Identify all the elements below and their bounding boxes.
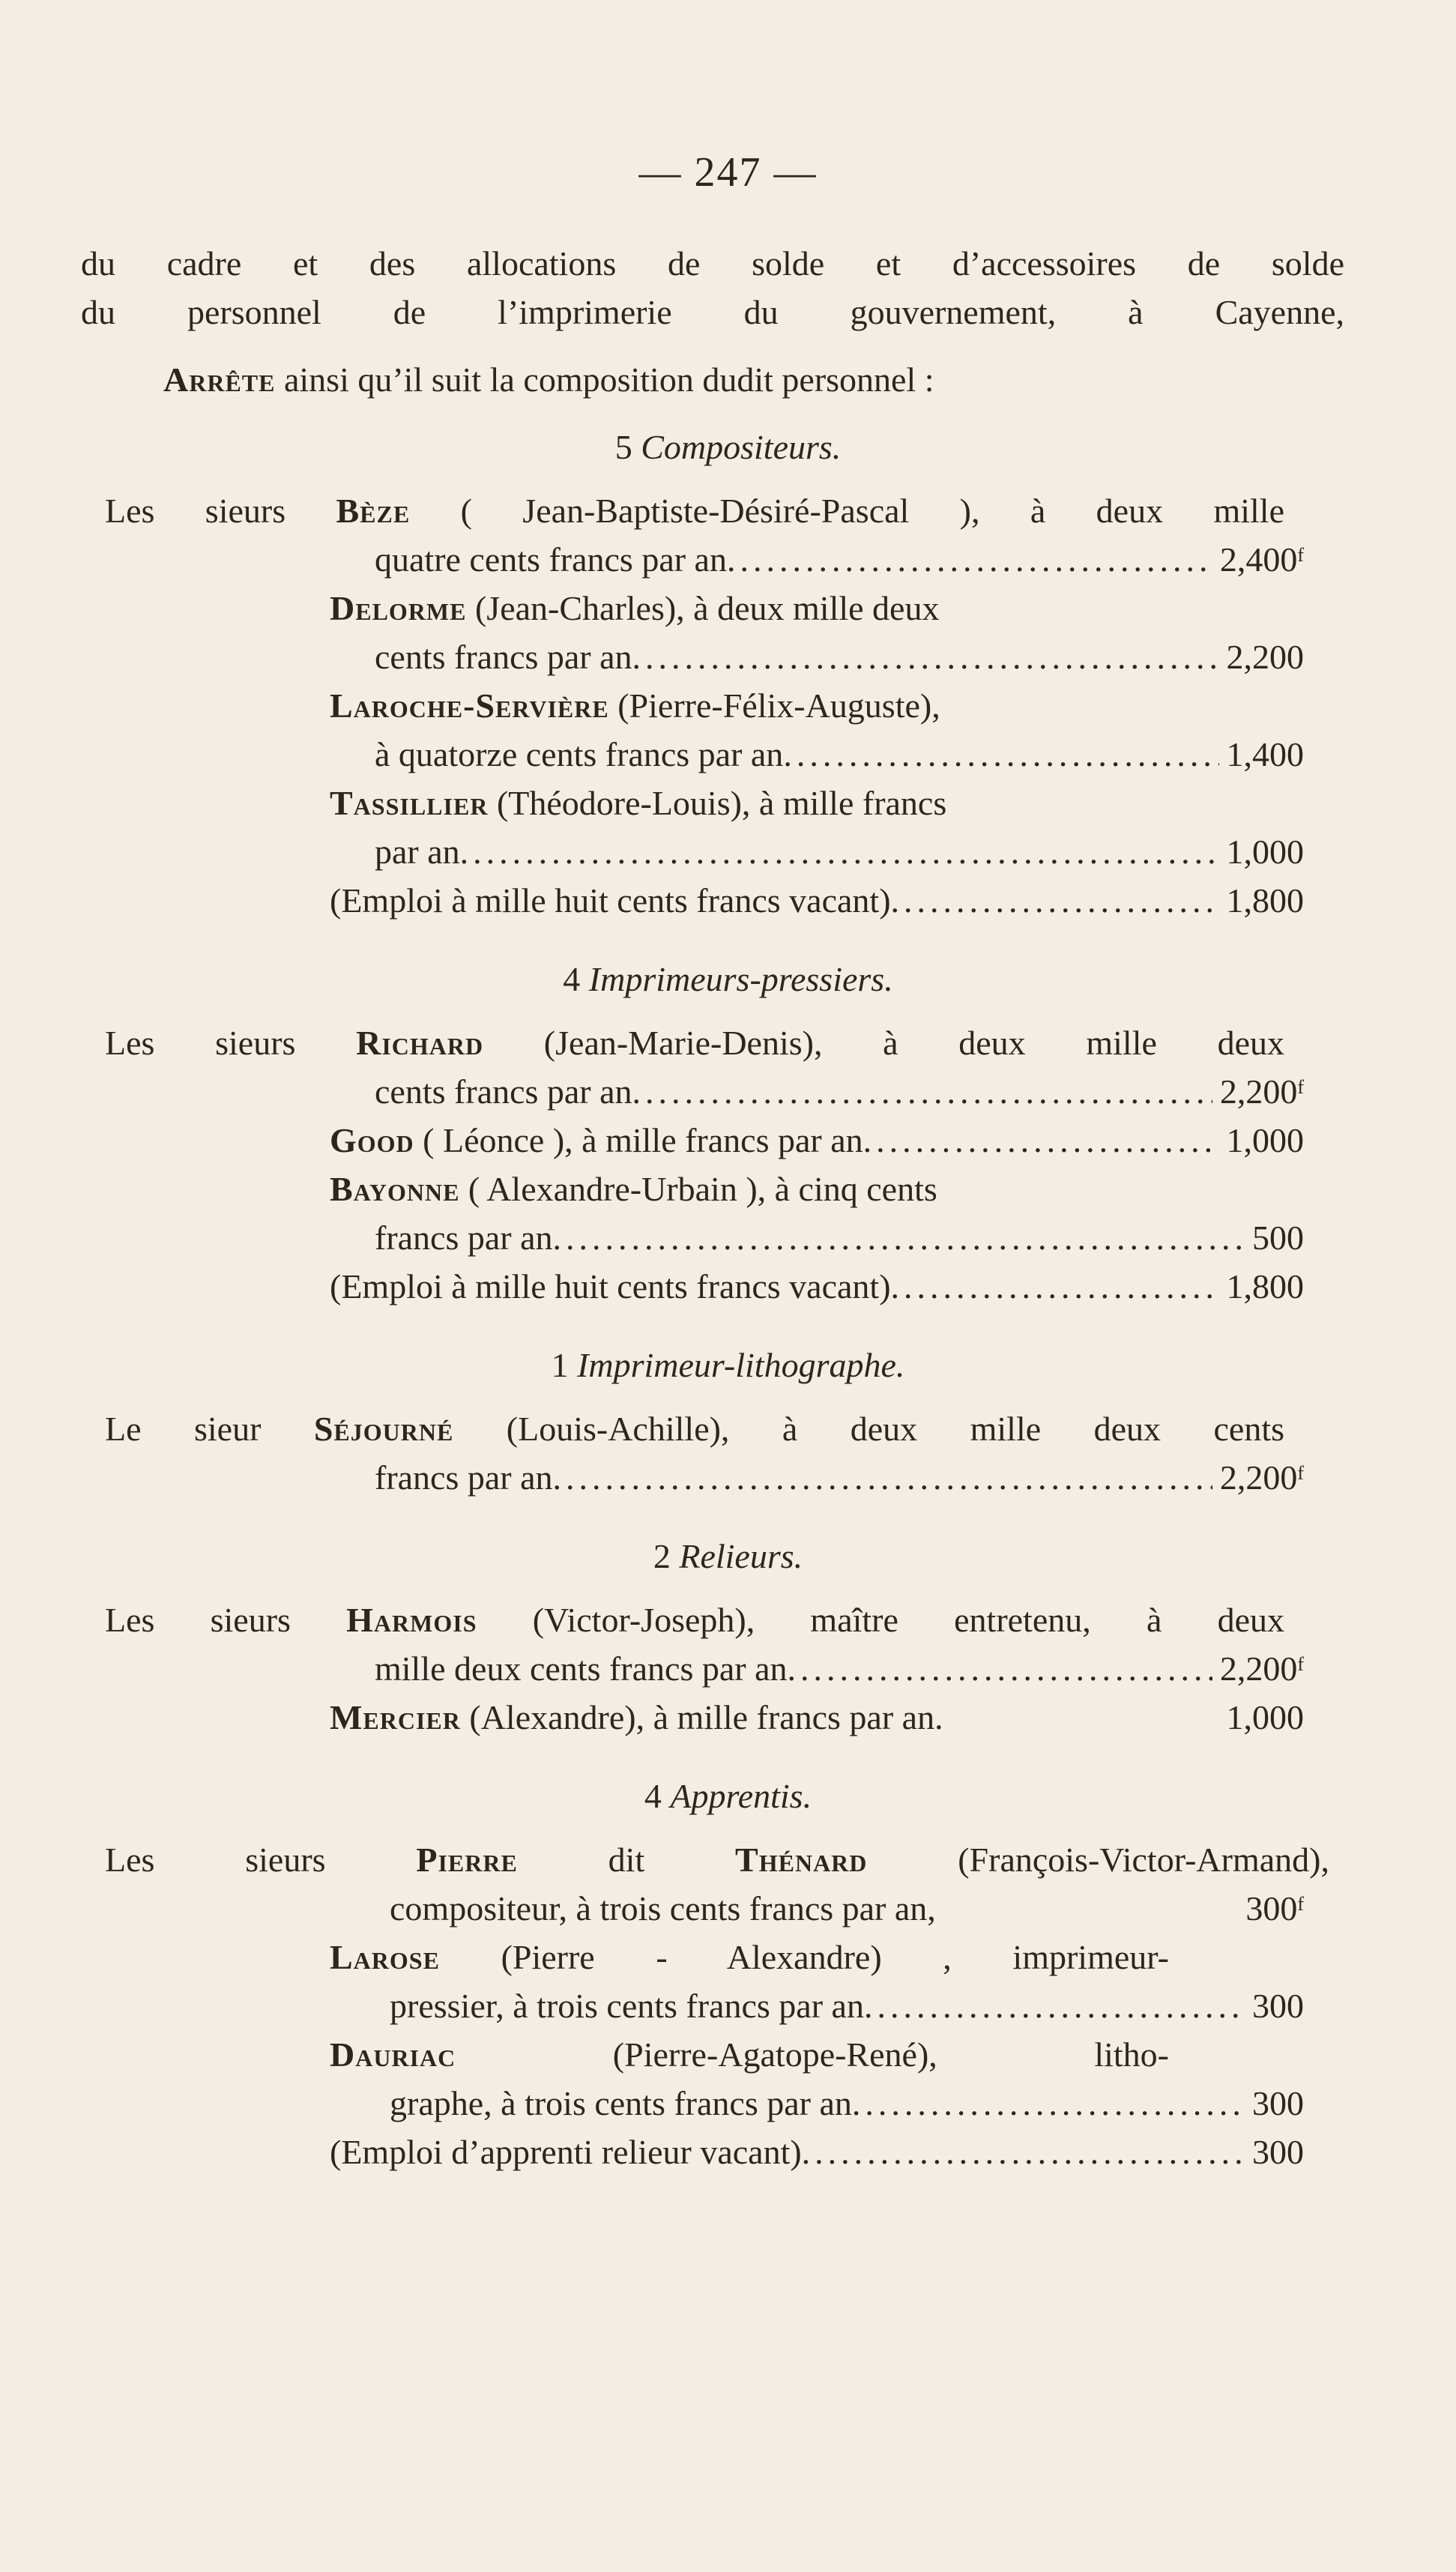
heading-compositeurs: 5 Compositeurs.: [614, 428, 842, 466]
page-number: — 247 —: [638, 149, 818, 196]
entry-pierre-amount-row: compositeur, à trois cents francs par an, 300$^f$: [390, 1889, 1304, 1928]
entry-tassillier-amount-row: par an ..... 1,000: [375, 828, 1304, 876]
entry-richard: Les sieurs Richard (Jean-Marie-Denis), à deux mille deux: [105, 1024, 1284, 1062]
entry-sejourne-amount-row: francs par an ..... 2,200$^f$: [375, 1454, 1304, 1502]
intro-line-2: du personnel de l’imprimerie du gouvernement, à Cayenne,: [81, 293, 1344, 331]
entry-dauriac: Dauriac (Pierre-Agatope-René), litho-: [330, 2035, 1169, 2074]
entry-good: Good ( Léonce ), à mille francs par an ..... 1,000: [330, 1117, 1304, 1165]
heading-lithographe: 1 Imprimeur-lithographe.: [551, 1346, 905, 1384]
entry-larose-amount-row: pressier, à trois cents francs par an ..... 300: [390, 1982, 1304, 2030]
heading-relieurs: 2 Relieurs.: [653, 1537, 803, 1575]
entry-bayonne: Bayonne ( Alexandre-Urbain ), à cinq cents: [330, 1170, 937, 1208]
entry-laroche-amount-row: à quatorze cents francs par an ..... 1,400: [375, 731, 1304, 779]
heading-apprentis: 4 Apprentis.: [644, 1777, 812, 1815]
entry-larose: Larose (Pierre - Alexandre) , imprimeur-: [330, 1938, 1169, 1976]
entry-bayonne-amount-row: francs par an ..... 500: [375, 1214, 1304, 1262]
entry-dauriac-amount-row: graphe, à trois cents francs par an ..... 300: [390, 2080, 1304, 2128]
entry-laroche: Laroche-Servière (Pierre-Félix-Auguste),: [330, 686, 940, 725]
entry-delorme-amount-row: cents francs par an ..... 2,200: [375, 633, 1304, 681]
entry-compositeurs-emploi: (Emploi à mille huit cents francs vacant) ..... 1,800: [330, 877, 1304, 925]
entry-harmois-amount-row: mille deux cents francs par an ..... 2,200$^f$: [375, 1645, 1304, 1693]
arrete-word: Arrête: [163, 360, 276, 399]
entry-imprimeurs-emploi: (Emploi à mille huit cents francs vacant) ..... 1,800: [330, 1263, 1304, 1311]
heading-imprimeurs: 4 Imprimeurs-pressiers.: [563, 960, 893, 998]
intro-line-3: Arrête ainsi qu’il suit la composition dudit personnel :: [163, 360, 934, 399]
entry-sejourne: Le sieur Séjourné (Louis-Achille), à deux mille deux cents: [105, 1410, 1284, 1448]
entry-beze: Les sieurs Bèze ( Jean-Baptiste-Désiré-Pascal ), à deux mille: [105, 492, 1284, 530]
entry-harmois: Les sieurs Harmois (Victor-Joseph), maître entretenu, à deux: [105, 1601, 1284, 1639]
intro-line-1: du cadre et des allocations de solde et d’accessoires de solde: [81, 244, 1344, 283]
entry-pierre: Les sieurs Pierre dit Thénard (François-Victor-Armand),: [105, 1841, 1329, 1879]
entry-beze-amount-row: quatre cents francs par an ..... 2,400$^f$: [375, 536, 1304, 584]
entry-apprentis-emploi: (Emploi d’apprenti relieur vacant) ..... 300: [330, 2128, 1304, 2176]
entry-delorme: Delorme (Jean-Charles), à deux mille deux: [330, 589, 940, 627]
entry-richard-amount-row: cents francs par an ..... 2,200$^f$: [375, 1068, 1304, 1116]
entry-mercier: Mercier (Alexandre), à mille francs par an. 1,000: [330, 1698, 1304, 1736]
entry-tassillier: Tassillier (Théodore-Louis), à mille francs: [330, 784, 947, 822]
